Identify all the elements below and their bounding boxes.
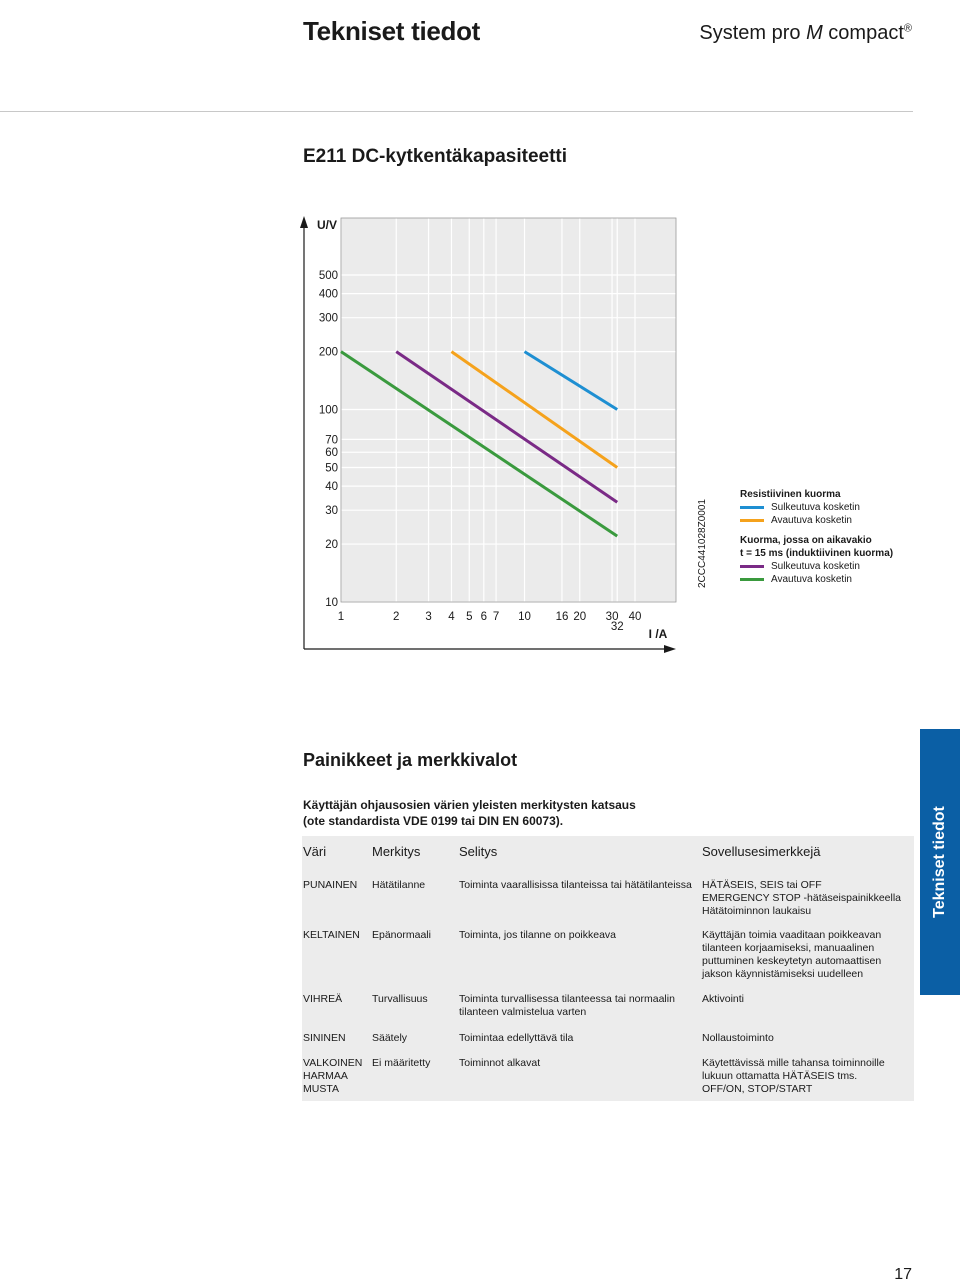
product-italic: M <box>806 22 823 44</box>
y-tick-label: 50 <box>325 462 338 475</box>
y-tick-label: 10 <box>325 597 338 609</box>
y-tick-label: 20 <box>325 539 338 552</box>
legend-label: Avautuva kosketin <box>771 515 852 526</box>
x-tick-label: 40 <box>628 611 642 623</box>
table-cell-meaning: Hätätilanne <box>372 879 426 891</box>
registered-mark: ® <box>903 22 912 35</box>
x-tick-label: 2 <box>393 611 400 623</box>
legend-swatch <box>740 565 764 568</box>
legend-label: Sulkeutuva kosketin <box>771 502 860 513</box>
page-number: 17 <box>894 1266 912 1283</box>
table-cell-color: KELTAINEN <box>303 929 360 941</box>
legend-group1-title: Resistiivinen kuorma <box>740 489 841 500</box>
x-tick-label: 3 <box>425 611 432 623</box>
product-prefix: System pro <box>699 22 807 44</box>
legend-swatch <box>740 519 764 522</box>
side-tab-label: Tekniset tiedot <box>931 806 948 918</box>
y-tick-label: 300 <box>318 312 338 325</box>
x-axis-arrow <box>664 645 676 653</box>
x-tick-label: 6 <box>480 611 488 623</box>
product-name <box>699 22 912 45</box>
side-tab <box>920 729 960 995</box>
product-suffix: compact <box>822 22 904 44</box>
legend-label: Avautuva kosketin <box>771 574 852 585</box>
column-header-examples: Sovellusesimerkkejä <box>702 844 821 859</box>
table-cell-explanation: Toiminta turvallisessa tilanteessa tai normaalin tilanteen valmistelua varten <box>459 993 675 1018</box>
section-intro <box>303 797 636 829</box>
column-header-explanation: Selitys <box>459 844 498 859</box>
y-tick-label: 200 <box>318 346 338 359</box>
x-tick-label: 32 <box>610 621 624 633</box>
legend-label: Sulkeutuva kosketin <box>771 561 860 572</box>
legend-item <box>740 501 893 514</box>
table-cell-explanation: Toiminta, jos tilanne on poikkeava <box>459 929 617 941</box>
table-cell-examples: Aktivointi <box>702 993 745 1005</box>
y-tick-label: 60 <box>325 447 338 460</box>
x-tick-label: 5 <box>466 611 473 623</box>
table-cell-examples: Käytettävissä mille tahansa toiminnoille lukuun ottamatta HÄTÄSEIS tms. OFF/ON, STOP/START <box>702 1057 885 1095</box>
x-axis-label: I /A <box>648 627 668 641</box>
page-title: Tekniset tiedot <box>303 16 481 46</box>
column-header-color: Väri <box>303 844 327 859</box>
x-tick-label: 16 <box>555 611 569 623</box>
table-cell-color: PUNAINEN <box>303 879 358 891</box>
table-cell-examples: HÄTÄSEIS, SEIS tai OFF EMERGENCY STOP -hätäseispainikkeella Hätätoiminnon laukaisu <box>702 879 902 917</box>
y-tick-label: 500 <box>318 270 338 282</box>
x-tick-label: 10 <box>518 611 531 623</box>
legend-group2-subtitle: t = 15 ms (induktiivinen kuorma) <box>740 548 894 559</box>
column-header-meaning: Merkitys <box>372 844 421 859</box>
chart-title: E211 DC-kytkentäkapasiteetti <box>303 146 568 167</box>
table-cell-meaning: Ei määritetty <box>372 1057 431 1069</box>
legend-item <box>740 514 893 527</box>
x-tick-label: 4 <box>448 611 455 623</box>
y-axis-arrow <box>300 216 308 228</box>
table-cell-color: VALKOINEN HARMAA MUSTA <box>303 1057 363 1095</box>
y-axis-label: U/V <box>317 218 338 232</box>
legend-item <box>740 560 893 573</box>
y-tick-label: 400 <box>318 288 338 301</box>
y-tick-label: 40 <box>325 481 338 494</box>
figure-code: 2CCC441028Z0001 <box>697 499 708 588</box>
legend-swatch <box>740 578 764 581</box>
intro-line: Käyttäjän ohjausosien värien yleisten merkitysten katsaus <box>303 798 636 812</box>
y-tick-label: 30 <box>325 505 338 518</box>
table-cell-explanation: Toiminta vaarallisissa tilanteissa tai hätätilanteissa <box>459 879 692 891</box>
header-divider <box>0 111 913 112</box>
switching-capacity-chart <box>296 212 696 657</box>
x-tick-label: 20 <box>573 611 587 623</box>
table-cell-meaning: Turvallisuus <box>372 993 428 1005</box>
table-cell-color: VIHREÄ <box>303 993 343 1005</box>
table-cell-meaning: Epänormaali <box>372 929 431 941</box>
intro-line: (ote standardista VDE 0199 tai DIN EN 60073). <box>303 814 564 828</box>
table-cell-examples: Nollaustoiminto <box>702 1032 774 1044</box>
legend-item <box>740 573 893 586</box>
legend-swatch <box>740 506 764 509</box>
table-cell-explanation: Toimintaa edellyttävä tila <box>459 1032 574 1044</box>
legend-group2-title: Kuorma, jossa on aikavakio <box>740 535 872 546</box>
table-cell-color: SININEN <box>303 1032 346 1044</box>
section-title: Painikkeet ja merkkivalot <box>303 750 518 770</box>
table-cell-meaning: Säätely <box>372 1032 408 1044</box>
x-tick-label: 30 <box>605 611 619 623</box>
y-tick-label: 100 <box>318 404 338 417</box>
x-tick-label: 1 <box>337 611 345 623</box>
chart-legend <box>740 488 893 586</box>
y-tick-label: 70 <box>325 434 338 447</box>
table-cell-explanation: Toiminnot alkavat <box>459 1057 541 1069</box>
table-cell-examples: Käyttäjän toimia vaaditaan poikkeavan tilanteen korjaamiseksi, manuaalinen puttuminen keskeytetyn automaattisen jakson käynnistämiseksi uudelleen <box>702 929 882 980</box>
x-tick-label: 7 <box>492 611 500 623</box>
